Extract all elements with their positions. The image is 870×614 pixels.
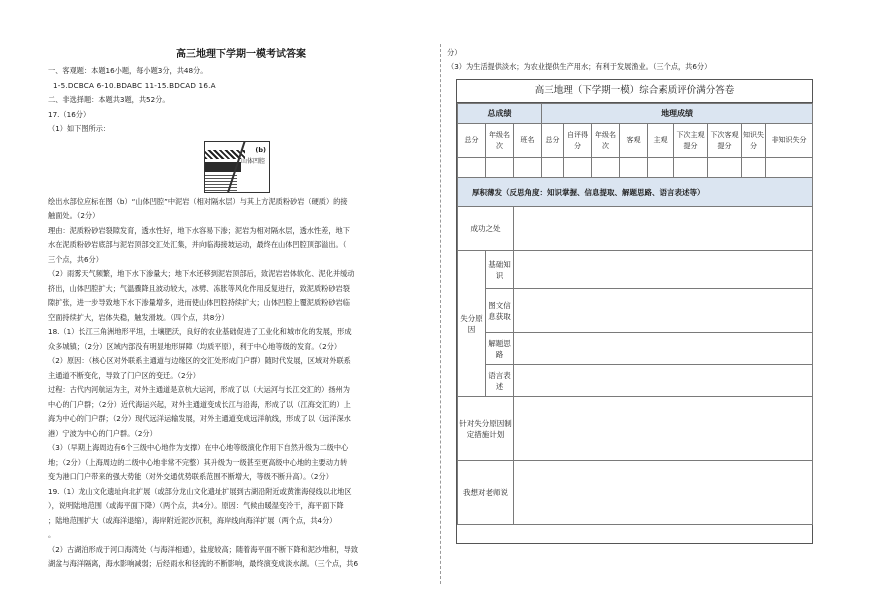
score-cell[interactable] <box>648 158 674 178</box>
evaluation-table <box>457 103 813 525</box>
column-header: 年级名次 <box>486 124 514 158</box>
score-cell[interactable] <box>674 158 708 178</box>
score-cell[interactable] <box>708 158 742 178</box>
answer-line: 水在泥质粉砂岩底部与泥岩顶部交汇处汇集，并向临海接坡运动，最终在山体凹腔顶部溢出。（ <box>48 240 347 249</box>
column-header: 总分 <box>458 124 486 158</box>
cliff-cross-section-figure <box>204 141 270 193</box>
score-cell[interactable] <box>620 158 648 178</box>
answer-line: 众多城镇；（2分）区域内部没有明显地形屏障（均质平原），利于中心地等级的发育。（2分） <box>48 341 342 351</box>
page-title: 高三地理下学期一模考试答案 <box>176 49 306 60</box>
score-cell[interactable] <box>592 158 620 178</box>
answer-line: （2）古湖泊形成于河口海湾处（与海洋相通），盐度较高；随着海平面不断下降和泥沙堆积，导致 <box>48 544 359 554</box>
answer-line: ；陆地范围扩大（或海洋退缩），海岸附近泥沙沉积，海岸线向海洋扩展（两个点，共4分） <box>48 515 337 525</box>
column-header: 班名 <box>514 124 542 158</box>
score-cell[interactable] <box>766 158 813 178</box>
to-teacher-label: 我想对老师说 <box>458 461 514 525</box>
loss-item-entry[interactable] <box>514 365 813 397</box>
answer-line: 湖盆与海洋隔离，海水影响减弱；后经雨水和径流的不断影响，最终演变成淡水湖。（三个点，共6 <box>48 559 359 568</box>
answer-line: 一、客观题：本题16小题，每小题3分，共48分。 <box>48 66 208 75</box>
reflection-header: 厚积薄发（反思角度：知识掌握、信息提取、解题思路、语言表述等） <box>458 178 813 207</box>
answer-line: 地；（2分）（上海周边的二级中心地非常不完整）其升级为一级甚至更高级中心地的主要动力转 <box>48 457 348 467</box>
figure-label-cavity: 山体凹腔 <box>240 157 265 165</box>
loss-item-entry[interactable] <box>514 333 813 365</box>
column-header: 下次主观提分 <box>674 124 708 158</box>
answer-line: 1-5.DCBCA 6-10.BDABC 11-15.BDCAD 16.A <box>53 80 216 90</box>
answer-line: 中心的门户群；（2分）近代海运兴起，对外主通道变成长江与沿海，形成了以（江海交汇的）上 <box>48 399 351 409</box>
answer-line: 变为港口门户带来的强大势能（对外交通优势联系范围不断增大，等级不断升高）。（2分） <box>48 472 333 481</box>
answer-line: （1）如下图所示： <box>48 124 111 133</box>
answer-line: 过程：古代内河航运为主，对外主通道是京杭大运河，形成了以（大运河与长江交汇的）扬州为 <box>48 385 350 394</box>
answer-line: 。 <box>48 530 56 539</box>
answer-line: 挤出，山体凹腔扩大；气温骤降且波动较大，冰劈、冻胀等风化作用反复进行，致泥质粉砂岩裂 <box>48 283 350 293</box>
answer-line: ），说明陆地范围（或海平面下降）（两个点，共4分）。原因：气候由暖湿变冷干，海平面下降 <box>48 501 344 510</box>
answer-line: 绘出水部位应标在图（b）“山体凹腔”中泥岩（相对隔水层）与其上方泥质粉砂岩（硬质）的接 <box>48 196 348 206</box>
answer-line: 二、非选择题：本题共3题，共52分。 <box>48 95 170 104</box>
answer-line: 三个点，共6分） <box>48 254 103 264</box>
column-header: 主观 <box>648 124 674 158</box>
column-header: 自评得分 <box>564 124 592 158</box>
column-header: 下次客观提分 <box>708 124 742 158</box>
answer-line: 港）宁波为中心的门户群。（2分） <box>48 428 157 438</box>
success-entry[interactable] <box>514 207 813 251</box>
column-header: 总分 <box>542 124 564 158</box>
total-score-header: 总成绩 <box>458 104 542 124</box>
score-cell[interactable] <box>458 158 486 178</box>
column-header: 知识失分 <box>742 124 766 158</box>
answer-line: 分） <box>447 48 462 57</box>
score-cell[interactable] <box>514 158 542 178</box>
answer-line: 主通道不断变化，导致了门户区的变迁。（2分） <box>48 370 200 380</box>
loss-item-label: 基础知识 <box>486 251 514 289</box>
sheet-title: 高三地理（下学期一模）综合素质评价满分答卷 <box>457 80 812 103</box>
answer-key-column <box>48 48 434 572</box>
evaluation-sheet <box>456 79 813 544</box>
success-label: 成功之处 <box>458 207 514 251</box>
answer-line: 理由：泥质粉砂岩裂隙发育，透水性好，地下水容易下渗；泥岩为相对隔水层，透水性差，地下 <box>48 225 350 235</box>
answer-line: （2）雨雾天气频繁，地下水下渗量大；地下水还移到泥岩顶部后，致泥岩岩体软化、泥化并缓动 <box>48 269 355 278</box>
answer-line: （3）（早期上海周边有6个三级中心地作为支撑）在中心地等级演化作用下自然升级为二级中心 <box>48 443 349 452</box>
measures-entry[interactable] <box>514 397 813 461</box>
score-cell[interactable] <box>564 158 592 178</box>
answer-line: 18.（1）长江三角洲地形平坦，土壤肥沃，良好的农业基础促进了工业化和城市化的发展，形成 <box>48 327 352 336</box>
geography-score-header: 地理成绩 <box>542 104 813 124</box>
loss-item-label: 图文信息获取 <box>486 289 514 333</box>
loss-item-label: 解题思路 <box>486 333 514 365</box>
answer-line: 空面持续扩大，岩体失稳，触发滑坡。（四个点，共8分） <box>48 312 229 322</box>
score-cell[interactable] <box>542 158 564 178</box>
answer-continuation <box>447 46 813 74</box>
figure-label-b: (b) <box>255 145 266 154</box>
answer-line: 19.（1）龙山文化遗址向北扩展（或部分龙山文化遗址扩展到古湖沿附近或黄淮海侵线以北地区 <box>48 486 352 496</box>
score-cell[interactable] <box>486 158 514 178</box>
loss-reason-label: 失分原因 <box>458 251 486 397</box>
answer-line: （3）为生活提供淡水；为农业提供生产用水；有利于发展渔业。（三个点，共6分） <box>447 62 712 71</box>
column-header: 非知识失分 <box>766 124 813 158</box>
answer-line: （2）原因：（核心区对外联系主通道与边缘区的交汇处形成门户群）随时代发展，区域对外联系 <box>48 356 351 365</box>
loss-item-entry[interactable] <box>514 289 813 333</box>
loss-item-entry[interactable] <box>514 251 813 289</box>
column-header: 年级名次 <box>592 124 620 158</box>
score-cell[interactable] <box>742 158 766 178</box>
answer-line: 17.（16分） <box>48 109 91 119</box>
answer-line: 触面处。（2分） <box>48 211 100 220</box>
measures-label: 针对失分原因制定措施计划 <box>458 397 514 461</box>
column-header: 客观 <box>620 124 648 158</box>
column-divider <box>440 44 442 584</box>
loss-item-label: 语言表述 <box>486 365 514 397</box>
to-teacher-entry[interactable] <box>514 461 813 525</box>
answer-line: 海为中心的门户群；（2分）现代远洋运输发展，对外主通道变成远洋航线，形成了以（远洋深水 <box>48 414 351 423</box>
answer-line: 隙扩张，进一步导致地下水下渗量增多，进而使山体凹腔持续扩大；山体凹腔上覆泥质粉砂岩临 <box>48 298 350 307</box>
